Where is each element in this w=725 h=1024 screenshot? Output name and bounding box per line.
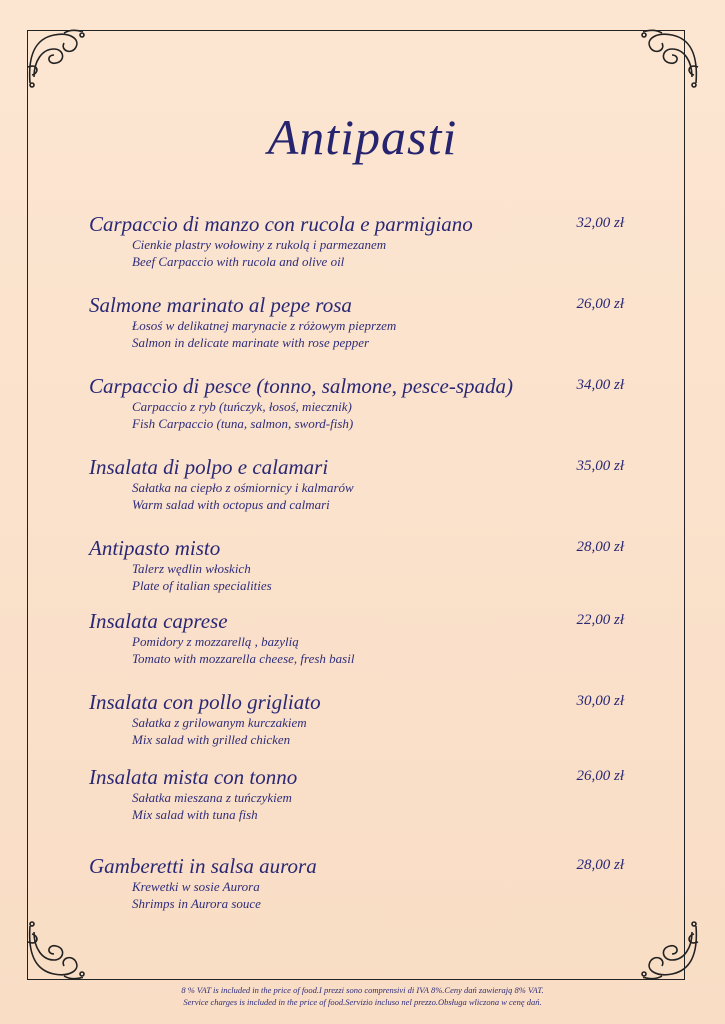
- item-price: 28,00 zł: [576, 857, 624, 873]
- item-price: 28,00 zł: [576, 539, 624, 555]
- item-description-en: Warm salad with octopus and calmari: [132, 497, 330, 512]
- item-description-pl: Cienkie plastry wołowiny z rukolą i parmezanem: [132, 237, 387, 252]
- corner-flourish-icon: [24, 920, 86, 982]
- item-description-en: Beef Carpaccio with rucola and olive oil: [132, 254, 345, 269]
- item-price: 26,00 zł: [576, 296, 624, 312]
- item-description-en: Plate of italian specialities: [132, 578, 272, 593]
- menu-item: [89, 765, 634, 823]
- item-price: 26,00 zł: [576, 768, 624, 784]
- item-description-pl: Sałatka mieszana z tuńczykiem: [132, 790, 292, 805]
- item-name: Insalata caprese: [89, 609, 228, 633]
- item-price: 34,00 zł: [576, 377, 624, 393]
- menu-item: [89, 293, 634, 351]
- item-name: Antipasto misto: [89, 536, 221, 560]
- item-name: Gamberetti in salsa aurora: [89, 854, 317, 878]
- item-description-pl: Pomidory z mozzarellą , bazylią: [132, 634, 299, 649]
- corner-flourish-icon: [640, 27, 702, 89]
- item-description-en: Mix salad with tuna fish: [132, 807, 258, 822]
- item-description-en: Salmon in delicate marinate with rose pepper: [132, 335, 370, 350]
- item-name: Insalata mista con tonno: [89, 765, 298, 789]
- item-name: Carpaccio di pesce (tonno, salmone, pesce-spada): [89, 374, 513, 398]
- item-description-en: Tomato with mozzarella cheese, fresh basil: [132, 651, 355, 666]
- item-description-pl: Krewetki w sosie Aurora: [132, 879, 260, 894]
- menu-item: [89, 854, 634, 912]
- item-price: 32,00 zł: [576, 215, 624, 231]
- item-description-pl: Sałatka na ciepło z ośmiornicy i kalmarów: [132, 480, 354, 495]
- item-price: 22,00 zł: [576, 612, 624, 628]
- item-description-en: Mix salad with grilled chicken: [132, 732, 291, 747]
- footer-line: 8 % VAT is included in the price of food.I prezzi sono comprensivi di IVA 8%.Ceny dań zawierają 8% VAT.: [181, 985, 544, 995]
- item-name: Insalata con pollo grigliato: [89, 690, 321, 714]
- section-title: Antipasti: [267, 109, 458, 165]
- item-description-en: Fish Carpaccio (tuna, salmon, sword-fish): [132, 416, 354, 431]
- corner-flourish-icon: [24, 27, 86, 89]
- footer-line: Service charges is included in the price of food.Servizio incluso nel prezzo.Obsługa wliczona w cenę dań.: [183, 997, 542, 1007]
- item-name: Salmone marinato al pepe rosa: [89, 293, 352, 317]
- item-name: Carpaccio di manzo con rucola e parmigiano: [89, 212, 473, 236]
- item-description-pl: Łosoś w delikatnej marynacie z różowym pieprzem: [132, 318, 397, 333]
- item-description-pl: Carpaccio z ryb (tuńczyk, łosoś, miecznik): [132, 399, 352, 414]
- menu-item: [89, 455, 634, 513]
- menu-item: [89, 536, 634, 594]
- corner-flourish-icon: [640, 920, 702, 982]
- item-description-pl: Talerz wędlin włoskich: [132, 561, 251, 576]
- menu-item: [89, 609, 634, 667]
- item-price: 30,00 zł: [576, 693, 624, 709]
- item-price: 35,00 zł: [576, 458, 624, 474]
- menu-item: [89, 212, 634, 270]
- menu-item: [89, 690, 634, 748]
- item-description-pl: Sałatka z grilowanym kurczakiem: [132, 715, 307, 730]
- item-description-en: Shrimps in Aurora souce: [132, 896, 261, 911]
- item-name: Insalata di polpo e calamari: [89, 455, 329, 479]
- menu-item: [89, 374, 634, 432]
- vat-footer: [0, 984, 725, 1008]
